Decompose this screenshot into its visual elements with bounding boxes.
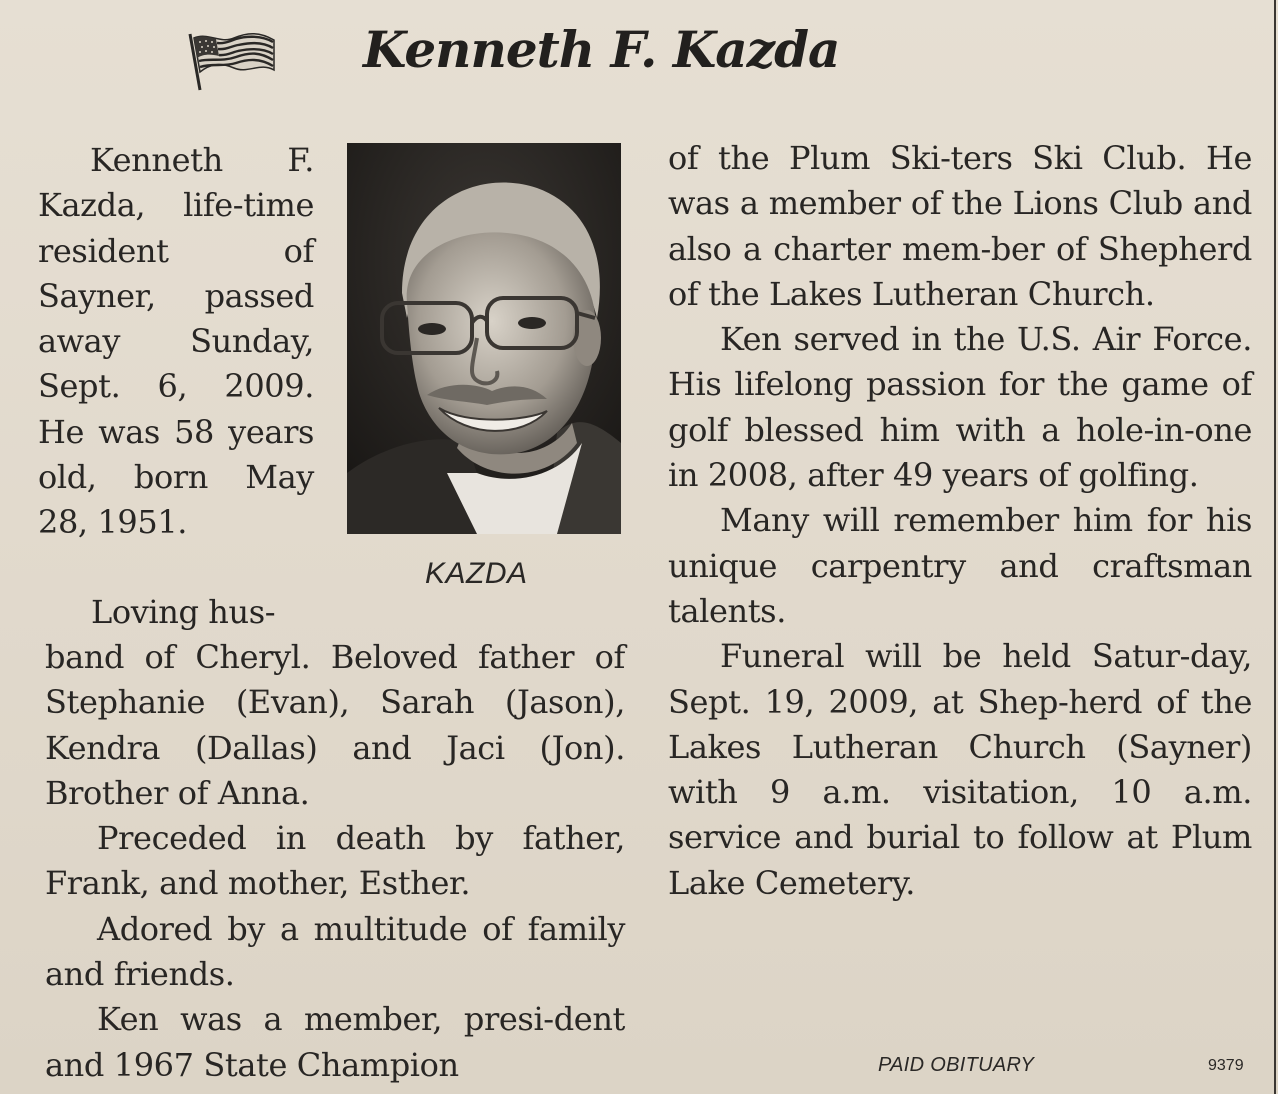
ad-code: 9379 bbox=[1208, 1057, 1244, 1074]
preceded-paragraph: Preceded in death by father, Frank, and mother, Esther. bbox=[45, 819, 625, 903]
paid-obituary-label: PAID OBITUARY bbox=[878, 1054, 1035, 1076]
obituary-title: Kenneth F. Kazda bbox=[363, 20, 840, 79]
photo-caption: KAZDA bbox=[425, 557, 528, 590]
intro-paragraph: Kenneth F. Kazda, life-time resident of Sayner, passed away Sunday, Sept. 6, 2009. He was 58 years old, born May 28, 1951. bbox=[38, 141, 314, 542]
loving-husband-start: Loving hus- bbox=[91, 593, 276, 631]
portrait-photo bbox=[347, 143, 621, 534]
left-column-intro bbox=[38, 138, 314, 546]
page-edge-divider bbox=[1274, 0, 1276, 1094]
funeral-paragraph: Funeral will be held Satur-day, Sept. 19, 2009, at Shep-herd of the Lakes Lutheran Church (Sayner) with 9 a.m. visitation, 10 a.m. service and burial to follow at Plum Lake Cemetery. bbox=[668, 637, 1252, 902]
member-continued-paragraph: of the Plum Ski-ters Ski Club. He was a member of the Lions Club and also a charter mem-ber of Shepherd of the Lakes Lutheran Church. bbox=[668, 139, 1252, 313]
remember-paragraph: Many will remember him for his unique carpentry and craftsman talents. bbox=[668, 501, 1252, 630]
american-flag-icon bbox=[186, 30, 278, 92]
left-column-main bbox=[45, 635, 625, 1088]
air-force-paragraph: Ken served in the U.S. Air Force. His lifelong passion for the game of golf blessed him with a hole-in-one in 2008, after 49 years of golfing. bbox=[668, 320, 1252, 495]
adored-paragraph: Adored by a multitude of family and friends. bbox=[45, 909, 625, 994]
right-column bbox=[668, 136, 1252, 906]
member-paragraph: Ken was a member, presi-dent and 1967 State Champion bbox=[45, 1000, 625, 1084]
family-paragraph: band of Cheryl. Beloved father of Stephanie (Evan), Sarah (Jason), Kendra (Dallas) and Jaci (Jon). Brother of Anna. bbox=[45, 638, 625, 812]
